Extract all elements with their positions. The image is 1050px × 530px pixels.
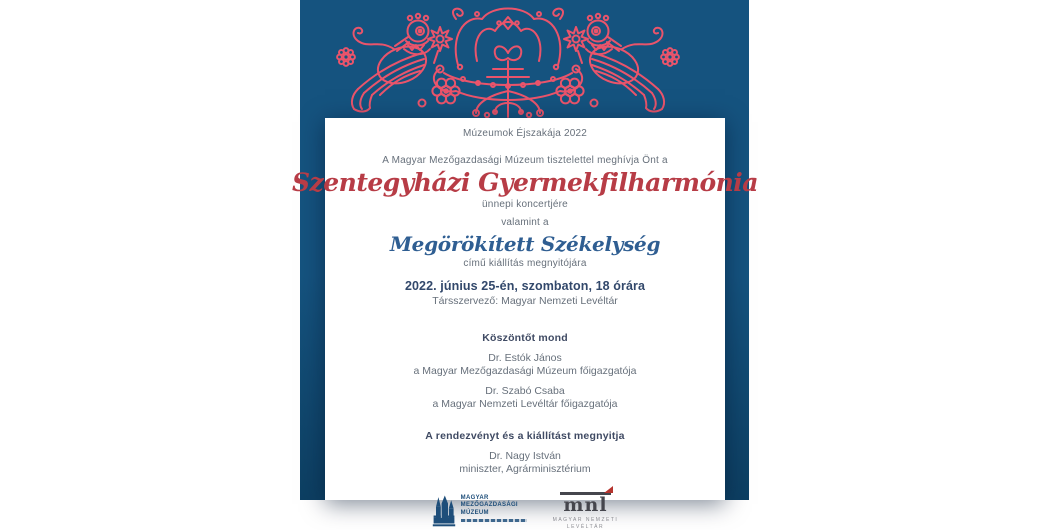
archives-logo-line: LEVÉLTÁR <box>553 524 619 530</box>
event-datetime: 2022. június 25-én, szombaton, 18 órára <box>405 278 645 294</box>
opening-heading: A rendezvényt és a kiállítást megnyitja <box>425 429 624 443</box>
logo-row <box>432 492 619 530</box>
museum-logo-line: MAGYAR <box>461 495 527 503</box>
secondary-title-sub: című kiállítás megnyitójára <box>463 257 586 270</box>
national-archives-logo <box>553 492 619 530</box>
museum-logo-subline <box>461 519 527 522</box>
speaker-name: Dr. Estók János <box>488 352 562 365</box>
speaker-name: Dr. Szabó Csaba <box>485 385 564 398</box>
main-title: Szentegyházi Gyermekfilharmónia <box>292 168 758 198</box>
agricultural-museum-logo <box>432 495 527 528</box>
mnl-roof-icon <box>604 486 613 493</box>
greeting-heading: Köszöntőt mond <box>482 331 568 345</box>
museum-castle-icon <box>432 495 456 528</box>
speaker-title: a Magyar Mezőgazdasági Múzeum főigazgatója <box>414 365 637 378</box>
speaker-title: a Magyar Nemzeti Levéltár főigazgatója <box>432 398 617 411</box>
opener-name: Dr. Nagy István <box>489 450 561 463</box>
archives-logo-line: MAGYAR NEMZETI <box>553 517 619 524</box>
invitation-card <box>325 118 725 500</box>
invite-line: A Magyar Mezőgazdasági Múzeum tisztelettel meghívja Önt a <box>382 154 667 167</box>
museum-logo-line: MÚZEUM <box>461 510 527 518</box>
main-title-sub: ünnepi koncertjére <box>482 198 568 211</box>
opener-title: miniszter, Agrárminisztérium <box>459 463 590 476</box>
museum-logo-line: MEZŐGAZDASÁGI <box>461 502 527 510</box>
museum-logo-text <box>461 495 527 523</box>
event-series: Múzeumok Éjszakája 2022 <box>463 127 587 140</box>
mnl-letters: mnl <box>563 494 607 516</box>
mnl-monogram <box>560 492 610 514</box>
co-organizer: Társszervező: Magyar Nemzeti Levéltár <box>432 295 618 308</box>
connector-line: valamint a <box>501 216 549 229</box>
folk-ornament-icon <box>316 3 700 117</box>
secondary-title: Megörökített Székelység <box>390 232 660 257</box>
archives-logo-text <box>553 517 619 530</box>
